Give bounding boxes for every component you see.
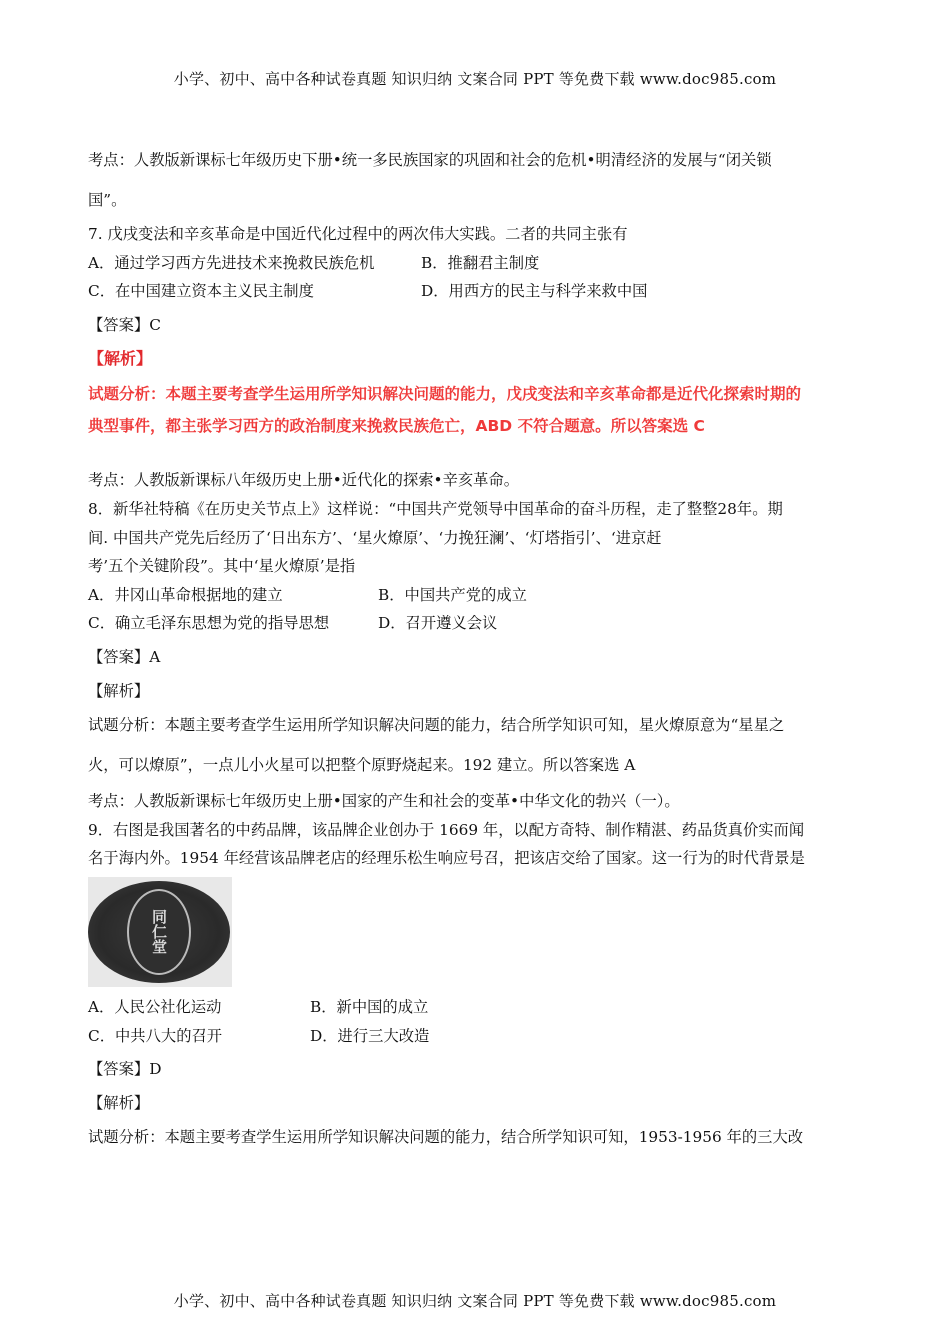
prev-kaodian-line-2: 国”。	[88, 191, 127, 209]
q7-options-row-2	[88, 277, 874, 306]
q7-answer: 【答案】C	[88, 315, 161, 334]
q8-answer: 【答案】A	[88, 647, 161, 666]
q8-option-a: A．井冈山革命根据地的建立	[88, 585, 283, 604]
page-header: 小学、初中、高中各种试卷真题 知识归纳 文案合同 PPT 等免费下载 www.doc985.com	[173, 70, 777, 88]
q7-option-b: B．推翻君主制度	[421, 253, 540, 272]
q7-kaodian: 考点：人教版新课标八年级历史上册•近代化的探索•辛亥革命。	[88, 471, 520, 490]
q8-kaodian: 考点：人教版新课标七年级历史上册•国家的产生和社会的变革•中华文化的勃兴（一）。	[88, 792, 680, 811]
q8-option-c: C．确立毛泽东思想为党的指导思想	[88, 614, 330, 633]
q9-option-b: B．新中国的成立	[310, 997, 429, 1016]
q8-analysis-line-2: 火，可以燎原”，一点儿小火星可以把整个原野烧起来。192 建立。所以答案选 A	[88, 756, 636, 775]
q7-analysis-line-1: 试题分析：本题主要考查学生运用所学知识解决问题的能力，戊戌变法和辛亥革命都是近代化探索时期的	[88, 385, 802, 404]
q9-analysis-line-1: 试题分析：本题主要考查学生运用所学知识解决问题的能力，结合所学知识可知，1953-1956 年的三大改	[88, 1128, 804, 1147]
q7-analysis-line-2: 典型事件，都主张学习西方的政治制度来挽救民族危亡，ABD 不符合题意。所以答案选 C	[88, 417, 705, 436]
q9-option-a: A．人民公社化运动	[88, 997, 222, 1016]
q7-analysis-label: 【解析】	[88, 349, 153, 369]
q8-stem-line-2: 间. 中国共产党先后经历了‘日出东方’、‘星火燎原’、‘力挽狂澜’、‘灯塔指引’、‘进京赶	[88, 528, 662, 547]
q9-options-row-1	[88, 993, 874, 1022]
q7-options-row-1	[88, 249, 874, 278]
q9-options-row-2	[88, 1022, 874, 1051]
q8-options-row-1	[88, 581, 874, 610]
q7-stem: 7. 戊戌变法和辛亥革命是中国近代化过程中的两次伟大实践。二者的共同主张有	[88, 225, 628, 243]
document-body	[88, 140, 874, 1157]
q7-option-a: A．通过学习西方先进技术来挽救民族危机	[88, 253, 375, 272]
seal-emblem	[88, 881, 230, 983]
q8-options-row-2	[88, 609, 874, 638]
q9-analysis-label: 【解析】	[88, 1093, 150, 1112]
q8-option-d: D．召开遵义会议	[378, 614, 498, 633]
q9-option-d: D．进行三大改造	[310, 1026, 430, 1045]
q7-option-c: C．在中国建立资本主义民主制度	[88, 282, 314, 301]
q9-answer: 【答案】D	[88, 1060, 162, 1079]
prev-kaodian-line-1: 考点：人教版新课标七年级历史下册•统一多民族国家的巩固和社会的危机•明清经济的发展与“闭关锁	[88, 151, 772, 169]
q9-stem-line-1: 9．右图是我国著名的中药品牌，该品牌企业创办于 1669 年，以配方奇特、制作精湛、药品货真价实而闻	[88, 820, 805, 839]
q9-stem-line-2: 名于海内外。1954 年经营该品牌老店的经理乐松生响应号召，把该店交给了国家。这一行为的时代背景是	[88, 849, 805, 868]
q7-option-d: D．用西方的民主与科学来救中国	[421, 282, 648, 301]
q8-stem-line-3: 考’五个关键阶段”。其中‘星火燎原’是指	[88, 557, 356, 576]
q9-option-c: C．中共八大的召开	[88, 1026, 223, 1045]
q8-analysis-line-1: 试题分析：本题主要考查学生运用所学知识解决问题的能力，结合所学知识可知，星火燎原意为“星星之	[88, 716, 785, 735]
seal-text	[127, 889, 191, 975]
tongrentang-seal-image	[88, 877, 232, 987]
q8-analysis-label: 【解析】	[88, 681, 150, 700]
page-footer: 小学、初中、高中各种试卷真题 知识归纳 文案合同 PPT 等免费下载 www.doc985.com	[173, 1292, 777, 1310]
q8-option-b: B．中国共产党的成立	[378, 585, 527, 604]
q8-stem-line-1: 8．新华社特稿《在历史关节点上》这样说：“中国共产党领导中国革命的奋斗历程，走了整整28年。期	[88, 499, 783, 518]
seal-characters: 同仁堂	[150, 909, 168, 955]
